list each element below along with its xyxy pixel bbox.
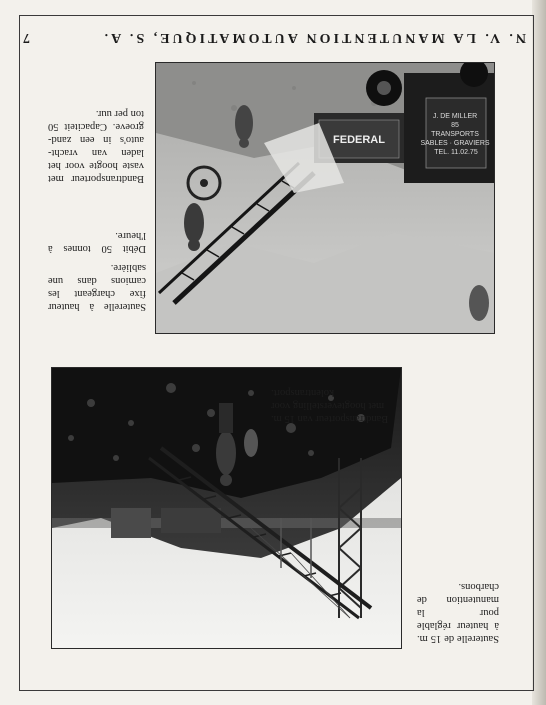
caption-coal-conveyor-nl-text: Bandtransporteur van 15 m. met hoogteverstelling voor kolentransport. [271,387,389,424]
running-header [20,25,526,49]
caption-sandpit-nl [48,107,144,185]
photo-sandpit-loader [156,63,494,333]
header-company-name: N. V. LA MANUTENTION AUTOMATIQUE, S. A. [101,30,526,45]
truck-door-lettering: J. DE MILLER 85 TRANSPORTS SABLES · GRAVIERS TEL. 11.02.75 [420,113,490,156]
photo-sandpit-loader-graphic [156,63,494,333]
page-number: 7 [20,30,30,45]
caption-sandpit-nl-text: Bandtransporteur met vaste hoogte voor het laden van vracht-auto's in een zand-groeve. Capaciteit 50 ton per uur. [48,108,144,184]
caption-sandpit-fr-2: Débit 50 tonnes à l'heure. [48,230,146,254]
caption-sandpit-fr-1: Sauterelle à hauteur fixe chargeant les camions dans une sablière. [48,262,146,312]
caption-sandpit-fr [48,229,146,313]
caption-coal-conveyor-fr [417,580,499,645]
truck-grille-lettering: FEDERAL [333,134,385,146]
caption-coal-conveyor-nl [271,386,406,425]
caption-coal-conveyor-fr-text: Sauterelle de 15 m. à hauteur réglable pour la manutention de charbons. [417,581,499,644]
